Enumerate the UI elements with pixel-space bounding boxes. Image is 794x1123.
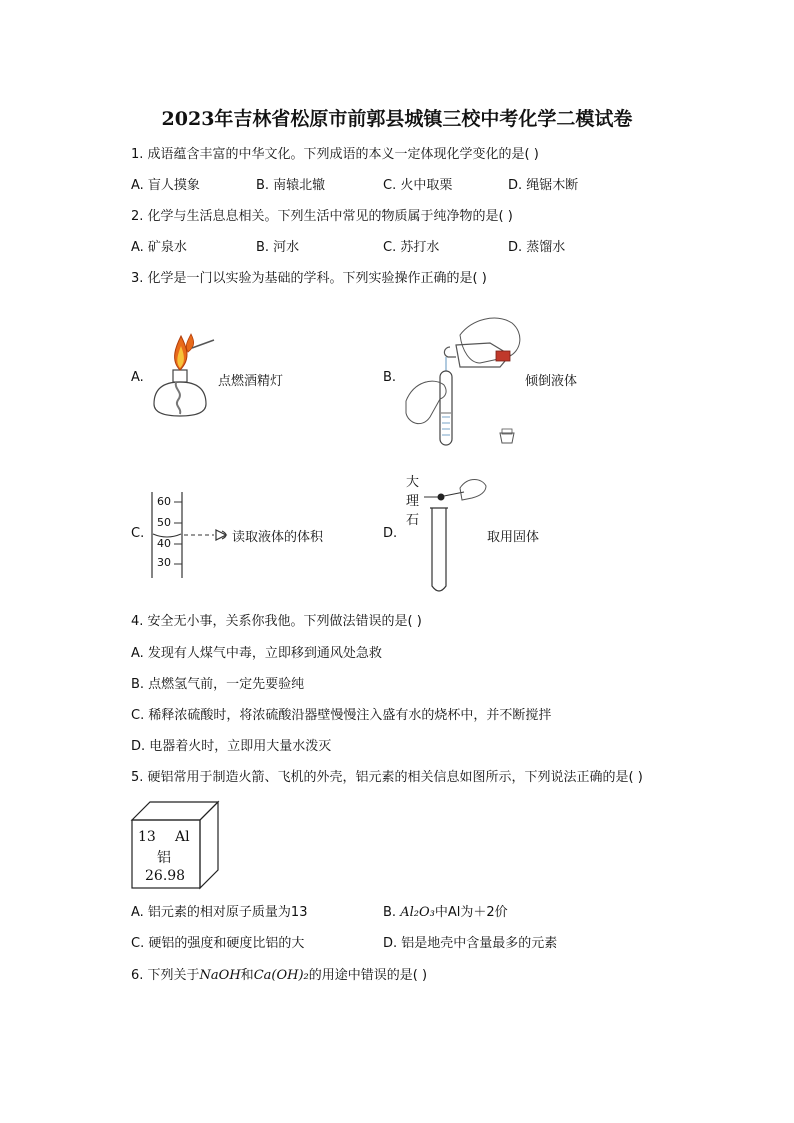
q6-formula-naoh: NaOH [199,968,241,983]
marble-label-1: 大 [406,475,420,490]
q5-option-b-formula: Al₂O₃ [400,905,435,920]
q4-option-a: A. 发现有人煤气中毒，立即移到通风处急救 [131,646,382,661]
marble-label-2: 理 [406,494,420,509]
q2-option-a: A. 矿泉水 [131,240,187,255]
pouring-liquid-figure [400,305,530,450]
q6-mid: 和 [240,968,254,983]
scale-mark-40: 40 [157,537,171,550]
q4-stem: 4. 安全无小事，关系你我他。下列做法错误的是( ) [131,614,422,629]
q1-option-c: C. 火中取栗 [383,178,453,193]
q5-stem: 5. 硬铝常用于制造火箭、飞机的外壳，铝元素的相关信息如图所示，下列说法正确的是( ) [131,770,643,785]
element-number: 13 [138,829,156,845]
q3-a-text: 点燃酒精灯 [218,374,284,389]
q1-stem: 1. 成语蕴含丰富的中华文化。下列成语的本义一定体现化学变化的是( ) [131,147,539,162]
taking-solid-figure [420,472,490,597]
q3-b-letter: B. [383,370,397,385]
q3-stem: 3. 化学是一门以实验为基础的学科。下列实验操作正确的是( ) [131,271,487,286]
alcohol-lamp-lighting-figure [148,330,218,420]
marble-label-3: 石 [406,513,420,528]
element-name: 铝 [157,850,171,866]
q6-formula-caoh2: Ca(OH)₂ [253,968,309,983]
q3-c-letter: C. [131,526,145,541]
q5-option-b-prefix: B. [383,905,401,920]
q5-option-d: D. 铝是地壳中含量最多的元素 [383,936,558,951]
q3-d-text: 取用固体 [487,530,540,545]
q6-stem [131,967,427,985]
element-symbol: Al [175,829,190,845]
q5-option-a: A. 铝元素的相对原子质量为13 [131,905,308,920]
scale-mark-30: 30 [157,556,171,569]
scale-mark-60: 60 [157,495,171,508]
q3-d-letter: D. [383,526,398,541]
q5-option-b-suffix: 中Al为＋2价 [434,905,508,920]
q3-c-text: 读取液体的体积 [232,530,324,545]
q4-option-b: B. 点燃氢气前，一定先要验纯 [131,677,305,692]
exam-title: 2023年吉林省松原市前郭县城镇三校中考化学二模试卷 [161,108,633,130]
q6-prefix: 6. 下列关于 [131,968,200,983]
q3-a-letter: A. [131,370,144,385]
q4-option-d: D. 电器着火时，立即用大量水泼灭 [131,739,332,754]
q6-suffix: 的用途中错误的是( ) [308,968,428,983]
q2-option-b: B. 河水 [256,240,300,255]
q2-option-c: C. 苏打水 [383,240,440,255]
q2-stem: 2. 化学与生活息息相关。下列生活中常见的物质属于纯净物的是( ) [131,209,513,224]
element-mass: 26.98 [145,868,186,884]
q4-option-c: C. 稀释浓硫酸时，将浓硫酸沿器壁慢慢注入盛有水的烧杯中，并不断搅拌 [131,708,552,723]
q3-b-text: 倾倒液体 [525,374,578,389]
q5-option-b [383,904,508,922]
q5-option-c: C. 硬铝的强度和硬度比铝的大 [131,936,305,951]
q2-option-d: D. 蒸馏水 [508,240,566,255]
q1-option-a: A. 盲人摸象 [131,178,200,193]
scale-mark-50: 50 [157,516,171,529]
q1-option-b: B. 南辕北辙 [256,178,326,193]
q1-option-d: D. 绳锯木断 [508,178,579,193]
